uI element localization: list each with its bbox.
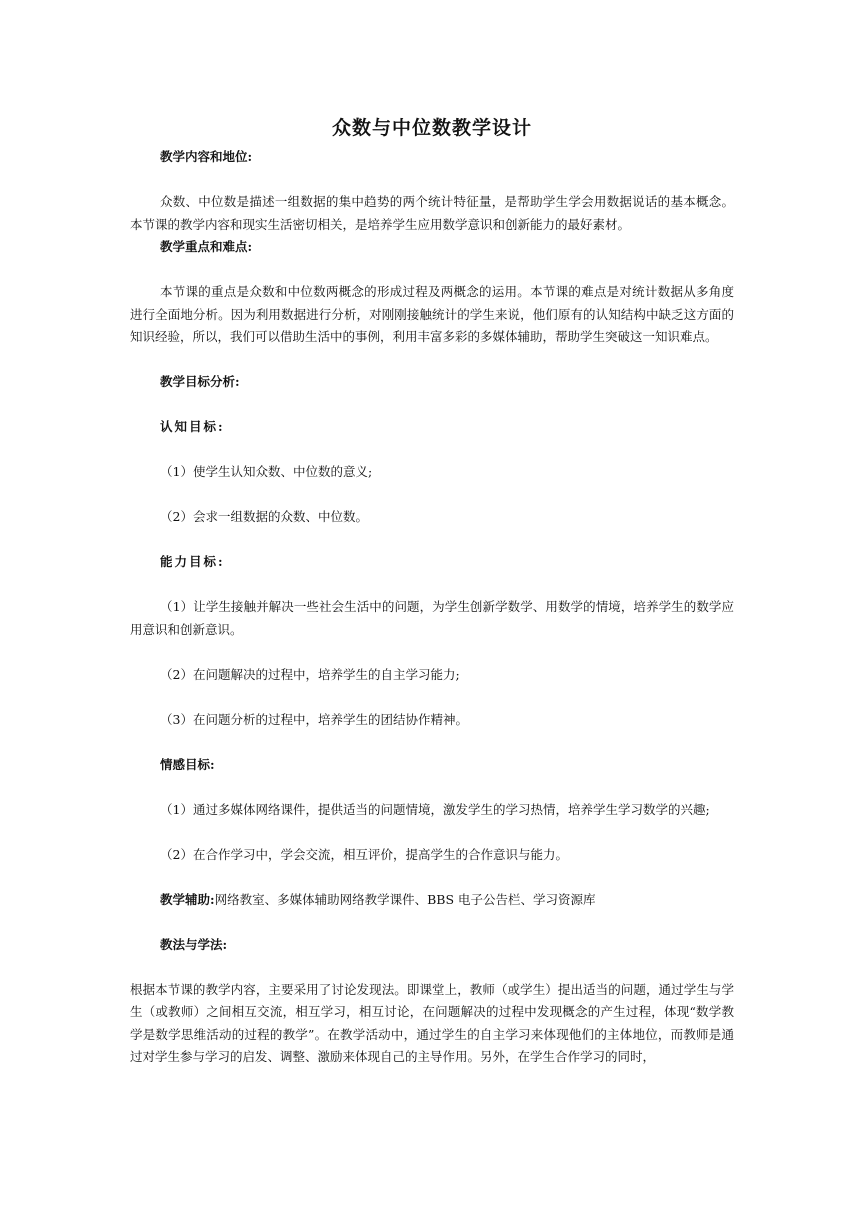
section-text-content: 众数、中位数是描述一组数据的集中趋势的两个统计特征量，是帮助学生学会用数据说话的基本概念。本节课的教学内容和现实生活密切相关，是培养学生应用数学意识和创新能力的最好素材。	[130, 194, 734, 232]
cognitive-item-1: （1）使学生认知众数、中位数的意义;	[160, 464, 373, 479]
subheading-cognitive: 认知目标:	[160, 419, 225, 434]
section-heading-content: 教学内容和地位:	[160, 149, 253, 164]
teaching-aids-text: 网络教室、多媒体辅助网络教学课件、BBS 电子公告栏、学习资源库	[214, 891, 596, 907]
document-body	[130, 110, 734, 1069]
document-title: 众数与中位数教学设计	[331, 117, 532, 139]
section-heading-key-points: 教学重点和难点:	[160, 239, 253, 254]
section-heading-methods: 教法与学法:	[160, 936, 228, 952]
subheading-emotion: 情感目标:	[160, 756, 215, 772]
emotion-item-1: （1）通过多媒体网络课件，提供适当的问题情境，激发学生的学习热情，培养学生学习数学的兴趣;	[160, 801, 710, 817]
ability-item-3: （3）在问题分析的过程中，培养学生的团结协作精神。	[160, 711, 468, 727]
teaching-aids-label: 教学辅助:	[160, 891, 215, 907]
ability-item-1: （1）让学生接触并解决一些社会生活中的问题，为学生创新学数学、用数学的情境，培养学生的数学应用意识和创新意识。	[130, 599, 734, 637]
cognitive-item-2: （2）会求一组数据的众数、中位数。	[160, 509, 368, 524]
section-heading-goals: 教学目标分析:	[160, 374, 240, 389]
section-text-methods: 根据本节课的教学内容，主要采用了讨论发现法。即课堂上，教师（或学生）提出适当的问题，通过学生与学生（或教师）之间相互交流，相互学习，相互讨论，在问题解决的过程中发现概念的产生过程，体现“数学教学是数学思维活动的过程的教学”。在教学活动中，通过学生的自主学习来体现他们的主体地位，而教师是通过对学生参与学习的启发、调整、激励来体现自己的主导作用。另外，在学生合作学习的同时，	[130, 981, 734, 1064]
section-text-key-points: 本节课的重点是众数和中位数两概念的形成过程及两概念的运用。本节课的难点是对统计数据从多角度进行全面地分析。因为利用数据进行分析，对刚刚接触统计的学生来说，他们原有的认知结构中缺乏这方面的知识经验，所以，我们可以借助生活中的事例，利用丰富多彩的多媒体辅助，帮助学生突破这一知识难点。	[130, 284, 734, 344]
subheading-ability: 能力目标:	[160, 554, 225, 569]
ability-item-2: （2）在问题解决的过程中，培养学生的自主学习能力;	[160, 666, 460, 682]
teaching-aids-line	[130, 889, 734, 912]
emotion-item-2: （2）在合作学习中，学会交流，相互评价，提高学生的合作意识与能力。	[160, 846, 568, 862]
